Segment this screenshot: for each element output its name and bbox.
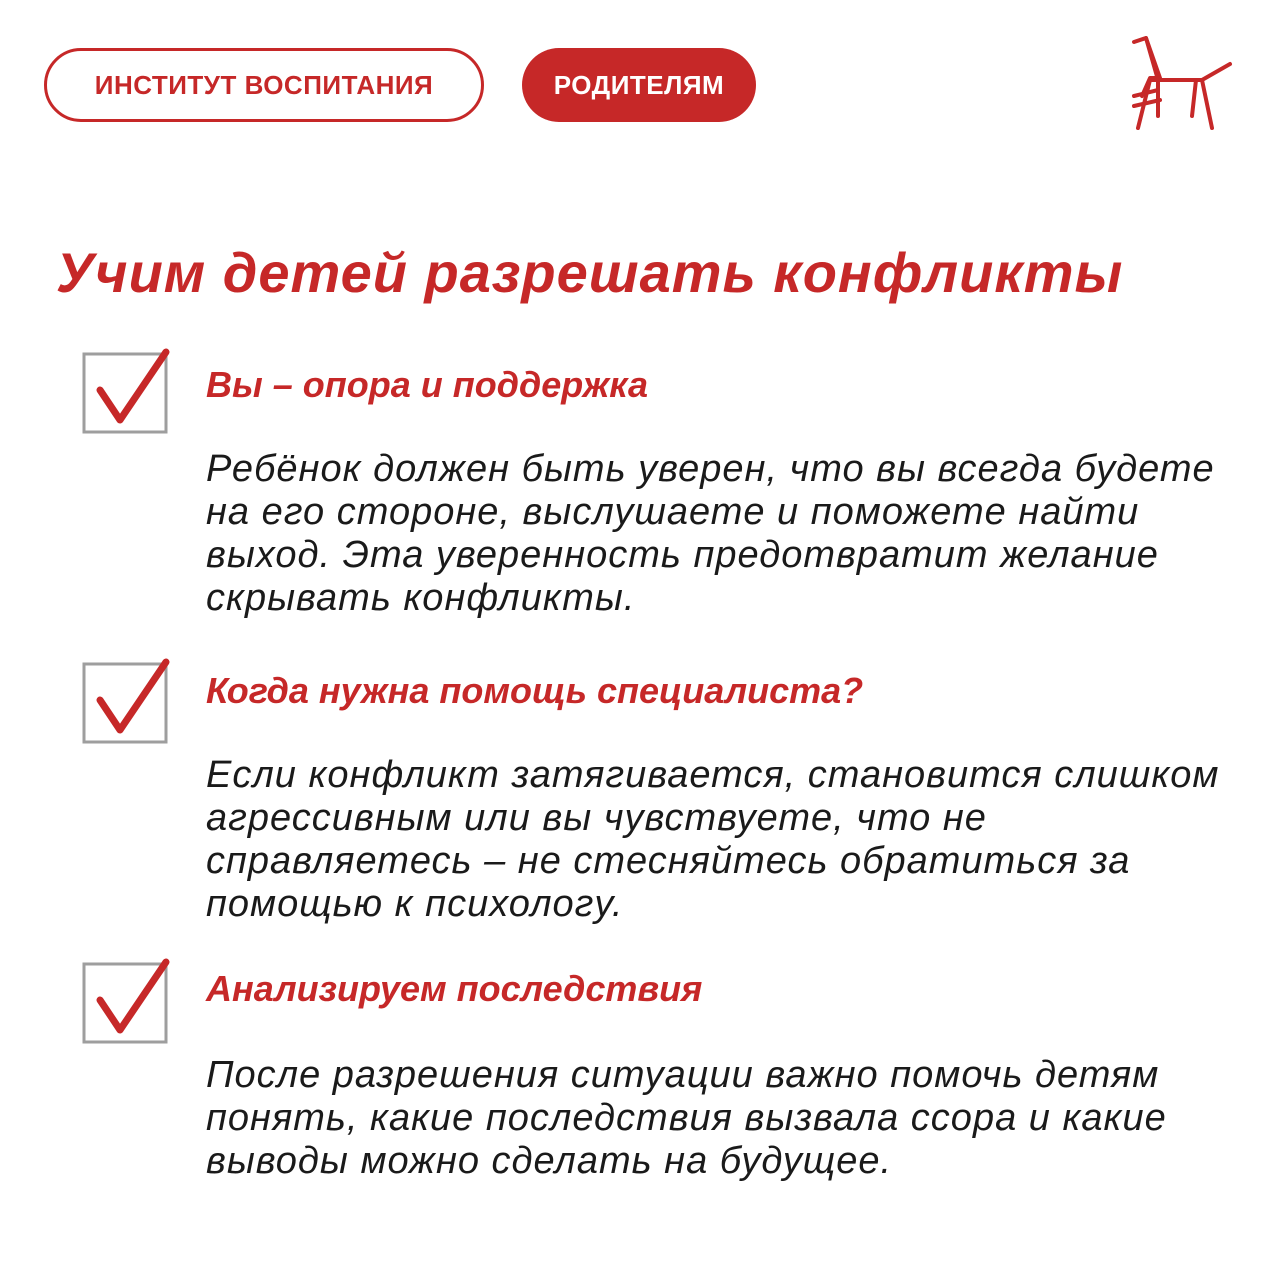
section-heading: Анализируем последствия: [206, 968, 703, 1009]
section-heading: Вы – опора и поддержка: [206, 364, 648, 405]
chair-horse-logo-icon: [1120, 34, 1236, 134]
section-text: После разрешения ситуации важно помочь детям понять, какие последствия вызвала ссора и какие выводы можно сделать на будущее.: [206, 1054, 1167, 1182]
section-text: Если конфликт затягивается, становится слишком агрессивным или вы чувствуете, что не справляетесь – не стесняйтесь обратиться за помощью к психологу.: [206, 754, 1220, 925]
checkbox-checked-icon: [82, 658, 172, 746]
audience-label: РОДИТЕЛЯМ: [553, 69, 725, 100]
brand-badge: [44, 48, 484, 122]
checkbox-checked-icon: [82, 348, 172, 436]
checkbox-checked-icon: [82, 958, 172, 1046]
section-text: Ребёнок должен быть уверен, что вы всегда будете на его стороне, выслушаете и поможете найти выход. Эта уверенность предотвратит желание скрывать конфликты.: [206, 448, 1215, 619]
brand-label: ИНСТИТУТ ВОСПИТАНИЯ: [94, 69, 434, 100]
page-title: Учим детей разрешать конфликты: [56, 241, 1124, 304]
section-heading: Когда нужна помощь специалиста?: [206, 670, 864, 711]
audience-badge: [522, 48, 756, 122]
